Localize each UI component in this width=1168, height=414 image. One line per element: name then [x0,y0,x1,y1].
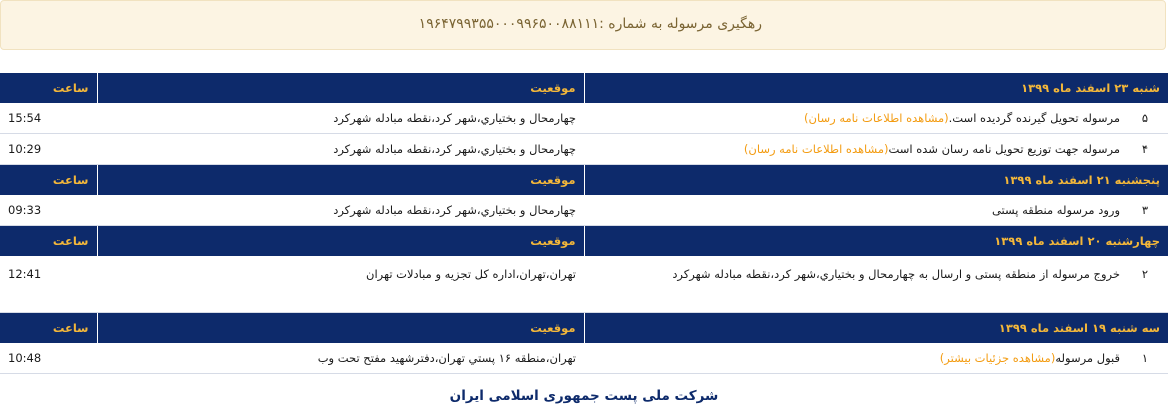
location-column-header: موقعیت [97,226,584,257]
date-heading: سه شنبه ۱۹ اسفند ماه ۱۳۹۹ [584,313,1168,344]
table-row [0,195,1168,226]
event-number: ۱ [1141,351,1149,365]
location-cell: چهارمحال و بختیاري،شهر کرد،نقطه مبادله شهرکرد [97,195,584,226]
event-cell [584,134,1168,165]
time-column-header: ساعت [0,165,97,196]
event-description: ورود مرسوله منطقه پستی [991,203,1120,217]
event-cell [584,343,1168,374]
tracking-table [0,73,1168,374]
date-header-row [0,313,1168,344]
date-heading: چهارشنبه ۲۰ اسفند ماه ۱۳۹۹ [584,226,1168,257]
date-header-row [0,226,1168,257]
table-row [0,103,1168,134]
event-number: ۵ [1141,111,1149,125]
time-column-header: ساعت [0,226,97,257]
event-number: ۲ [1141,267,1149,281]
time-cell: 09:33 [0,195,97,226]
tracking-title: رهگیری مرسوله به شماره :۱۹۶۴۷۹۹۳۵۵۰۰۰۹۹۶۵۰۰۸۸۱۱۱ [418,16,762,32]
time-column-header: ساعت [0,313,97,344]
event-cell [584,103,1168,134]
time-cell: 10:48 [0,343,97,374]
footer-company-name: شرکت ملی پست جمهوری اسلامی ایران [449,388,719,404]
table-row [0,343,1168,374]
view-more-details-link[interactable]: (مشاهده جزئیات بیشتر) [939,351,1056,365]
event-description: خروج مرسوله از منطقه پستی و ارسال به چهارمحال و بختیاري،شهر کرد،نقطه مبادله شهرکرد [672,267,1120,281]
view-postman-info-link[interactable]: (مشاهده اطلاعات نامه رسان) [743,142,889,156]
location-column-header: موقعیت [97,165,584,196]
date-header-row [0,165,1168,196]
location-column-header: موقعیت [97,73,584,103]
event-description: مرسوله تحویل گیرنده گردیده است. [948,111,1120,125]
event-number: ۳ [1141,203,1149,217]
tracking-banner [0,0,1166,50]
location-cell: تهران،منطقه ۱۶ پستي تهران،دفترشهید مفتح تحت وب [97,343,584,374]
view-postman-info-link[interactable]: (مشاهده اطلاعات نامه رسان) [804,111,949,125]
location-column-header: موقعیت [97,313,584,344]
event-description: قبول مرسوله [1055,351,1120,365]
date-heading: شنبه ۲۳ اسفند ماه ۱۳۹۹ [584,73,1168,103]
location-cell: چهارمحال و بختیاري،شهر کرد،نقطه مبادله شهرکرد [97,134,584,165]
time-cell: 15:54 [0,103,97,134]
date-header-row [0,73,1168,103]
location-cell: تهران،تهران،اداره کل تجزیه و مبادلات تهران [97,256,584,313]
table-row [0,256,1168,313]
time-cell: 10:29 [0,134,97,165]
event-description: مرسوله جهت توزیع تحویل نامه رسان شده است [888,142,1120,156]
table-row [0,134,1168,165]
location-cell: چهارمحال و بختیاري،شهر کرد،نقطه مبادله شهرکرد [97,103,584,134]
date-heading: پنجشنبه ۲۱ اسفند ماه ۱۳۹۹ [584,165,1168,196]
event-cell [584,256,1168,313]
event-number: ۴ [1141,142,1149,156]
time-cell: 12:41 [0,256,97,313]
event-cell [584,195,1168,226]
time-column-header: ساعت [0,73,97,103]
